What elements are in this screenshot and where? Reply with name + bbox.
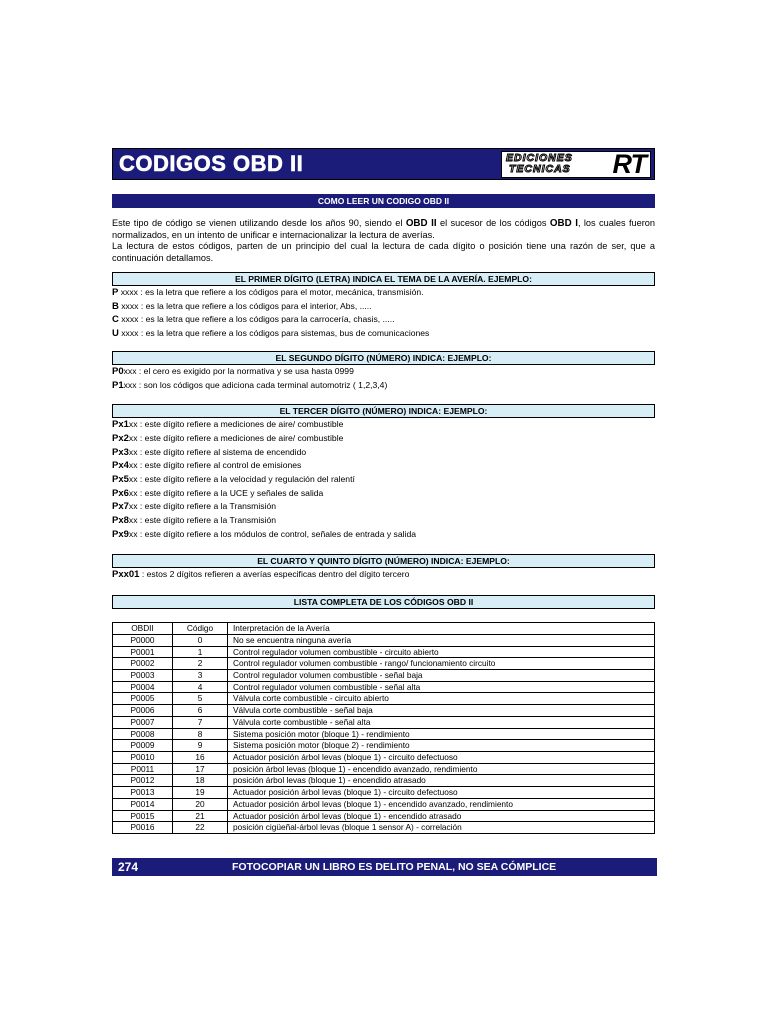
table-row bbox=[113, 751, 655, 763]
document-page bbox=[112, 148, 655, 834]
table-row bbox=[113, 658, 655, 670]
table-header-row bbox=[113, 623, 655, 635]
obd-code-cell: P0015 bbox=[113, 810, 173, 822]
obd-code-cell: P0014 bbox=[113, 798, 173, 810]
codes-table bbox=[112, 622, 655, 834]
digit-description: : estos 2 dígitos refieren a averías especificas dentro del dígito tercero bbox=[139, 568, 410, 579]
digit-code: P bbox=[112, 287, 119, 298]
intro-text-part: , los cuales fueron normalizados, en un intento de unificar e internacionalizar la lectura de averías. bbox=[112, 218, 656, 240]
intro-bold-term: OBD I bbox=[549, 218, 578, 229]
section-heading: EL CUARTO Y QUINTO DÍGITO (NÚMERO) INDICA: EJEMPLO: bbox=[112, 554, 655, 568]
intro-paragraph-1 bbox=[112, 218, 655, 241]
obd-code-cell: P0004 bbox=[113, 681, 173, 693]
code-number-cell: 9 bbox=[173, 740, 228, 752]
description-cell: posición árbol levas (bloque 1) - encendido avanzado, rendimiento bbox=[228, 763, 655, 775]
digit-code: Px8 bbox=[112, 515, 129, 527]
digit-description: xx : este dígito refiere a la Transmisión bbox=[128, 501, 277, 512]
obd-code-cell: P0013 bbox=[113, 787, 173, 799]
digit-description: xxxx : es la letra que refiere a los códigos para el motor, mecánica, transmisión. bbox=[118, 287, 424, 297]
obd-code-cell: P0007 bbox=[113, 716, 173, 728]
code-number-cell: 2 bbox=[173, 658, 228, 670]
logo-mark: RT bbox=[612, 149, 646, 179]
list-title: LISTA COMPLETA DE LOS CÓDIGOS OBD II bbox=[112, 595, 655, 609]
digit-description: xx : este dígito refiere a la velocidad y regulación del ralentí bbox=[128, 474, 355, 485]
logo-line-1: EDICIONES bbox=[506, 152, 573, 164]
obd-code-cell: P0009 bbox=[113, 740, 173, 752]
code-number-cell: 21 bbox=[173, 810, 228, 822]
code-number-cell: 22 bbox=[173, 822, 228, 834]
column-header: OBDII bbox=[113, 623, 173, 635]
digit-description: xxx : el cero es exigido por la normativa y se usa hasta 0999 bbox=[123, 365, 354, 376]
digit-description: xxx : son los códigos que adiciona cada terminal automotriz ( 1,2,3,4) bbox=[123, 379, 388, 390]
column-header: Código bbox=[173, 623, 228, 635]
section-line bbox=[112, 446, 655, 460]
description-cell: Sistema posición motor (bloque 2) - rendimiento bbox=[228, 740, 655, 752]
obd-code-cell: P0012 bbox=[113, 775, 173, 787]
digit-sections bbox=[112, 272, 655, 581]
description-cell: Actuador posición árbol levas (bloque 1) - circuito defectuoso bbox=[228, 751, 655, 763]
logo-line-2: TECNICAS bbox=[509, 163, 571, 175]
table-row bbox=[113, 716, 655, 728]
section-line bbox=[112, 313, 655, 327]
description-cell: Control regulador volumen combustible - señal alta bbox=[228, 681, 655, 693]
description-cell: No se encuentra ninguna avería bbox=[228, 634, 655, 646]
intro-paragraph-2: La lectura de estos códigos, parten de un principio del cual la lectura de cada dígito o posición tiene una razón de ser, que a continuación detallamos. bbox=[112, 241, 655, 263]
section-line bbox=[112, 286, 655, 300]
obd-code-cell: P0003 bbox=[113, 670, 173, 682]
description-cell: Sistema posición motor (bloque 1) - rendimiento bbox=[228, 728, 655, 740]
table-row bbox=[113, 646, 655, 658]
section-line bbox=[112, 418, 655, 432]
section-line bbox=[112, 459, 655, 473]
digit-code: Pxx01 bbox=[112, 568, 140, 580]
obd-code-cell: P0010 bbox=[113, 751, 173, 763]
section-heading: EL TERCER DÍGITO (NÚMERO) INDICA: EJEMPLO: bbox=[112, 404, 655, 418]
description-cell: Actuador posición árbol levas (bloque 1) - encendido avanzado, rendimiento bbox=[228, 798, 655, 810]
intro-text-part: el sucesor de los códigos bbox=[436, 218, 550, 228]
digit-code: Px9 bbox=[112, 528, 129, 540]
page-title: CODIGOS OBD II bbox=[119, 151, 304, 176]
description-cell: Válvula corte combustible - señal alta bbox=[228, 716, 655, 728]
section-line bbox=[112, 300, 655, 314]
digit-code: Px2 bbox=[112, 432, 129, 444]
digit-description: xx : este dígito refiere al control de emisiones bbox=[128, 460, 302, 471]
table-row bbox=[113, 740, 655, 752]
table-row bbox=[113, 670, 655, 682]
table-row bbox=[113, 787, 655, 799]
digit-code: P0 bbox=[112, 365, 124, 377]
table-row bbox=[113, 822, 655, 834]
description-cell: Actuador posición árbol levas (bloque 1) - circuito defectuoso bbox=[228, 787, 655, 799]
obd-code-cell: P0000 bbox=[113, 634, 173, 646]
digit-code: B bbox=[112, 300, 119, 312]
section-heading: EL SEGUNDO DÍGITO (NÚMERO) INDICA: EJEMPLO: bbox=[112, 351, 655, 365]
table-row bbox=[113, 705, 655, 717]
code-number-cell: 6 bbox=[173, 705, 228, 717]
obd-code-cell: P0001 bbox=[113, 646, 173, 658]
obd-code-cell: P0016 bbox=[113, 822, 173, 834]
digit-code: C bbox=[112, 314, 119, 326]
page-header bbox=[112, 148, 655, 180]
digit-description: xx : este dígito refiere al sistema de encendido bbox=[128, 446, 307, 457]
code-number-cell: 19 bbox=[173, 787, 228, 799]
intro-bold-term: OBD II bbox=[405, 218, 437, 229]
section-line bbox=[112, 473, 655, 487]
intro-text-part: Este tipo de código se vienen utilizando desde los años 90, siendo el bbox=[112, 218, 406, 228]
section-line bbox=[112, 379, 655, 393]
obd-code-cell: P0006 bbox=[113, 705, 173, 717]
section-line bbox=[112, 568, 655, 582]
table-row bbox=[113, 693, 655, 705]
table-row bbox=[113, 681, 655, 693]
digit-description: xx : este dígito refiere a los módulos de control, señales de entrada y salida bbox=[128, 528, 417, 539]
digit-description: xxxx : es la letra que refiere a los códigos para la carrocería, chasis, ..... bbox=[118, 314, 395, 325]
section-line bbox=[112, 432, 655, 446]
section-line bbox=[112, 528, 655, 542]
obd-code-cell: P0005 bbox=[113, 693, 173, 705]
code-number-cell: 0 bbox=[173, 634, 228, 646]
digit-description: xx : este dígito refiere a la UCE y señales de salida bbox=[128, 487, 324, 498]
code-number-cell: 4 bbox=[173, 681, 228, 693]
digit-description: xx : este dígito refiere a mediciones de aire/ combustible bbox=[128, 432, 344, 443]
code-number-cell: 17 bbox=[173, 763, 228, 775]
intro-heading: COMO LEER UN CODIGO OBD II bbox=[112, 194, 655, 208]
code-number-cell: 8 bbox=[173, 728, 228, 740]
code-number-cell: 1 bbox=[173, 646, 228, 658]
digit-code: Px6 bbox=[112, 487, 129, 499]
obd-code-cell: P0008 bbox=[113, 728, 173, 740]
table-row bbox=[113, 728, 655, 740]
page-number: 274 bbox=[118, 860, 139, 874]
code-number-cell: 3 bbox=[173, 670, 228, 682]
digit-description: xxxx : es la letra que refiere a los códigos para el interior, Abs, ..... bbox=[118, 300, 372, 311]
table-row bbox=[113, 775, 655, 787]
footer-notice: FOTOCOPIAR UN LIBRO ES DELITO PENAL, NO SEA CÓMPLICE bbox=[232, 861, 557, 873]
section-line bbox=[112, 327, 655, 341]
section-line bbox=[112, 500, 655, 514]
description-cell: posición árbol levas (bloque 1) - encendido atrasado bbox=[228, 775, 655, 787]
code-number-cell: 5 bbox=[173, 693, 228, 705]
description-cell: Válvula corte combustible - circuito abierto bbox=[228, 693, 655, 705]
digit-description: xx : este dígito refiere a la Transmisión bbox=[128, 515, 277, 526]
intro-text bbox=[112, 218, 655, 264]
column-header: Interpretación de la Avería bbox=[228, 623, 655, 635]
digit-code: Px1 bbox=[112, 419, 129, 431]
description-cell: Válvula corte combustible - señal baja bbox=[228, 705, 655, 717]
description-cell: posición cigüeñal-árbol levas (bloque 1 sensor A) - correlación bbox=[228, 822, 655, 834]
code-number-cell: 7 bbox=[173, 716, 228, 728]
digit-code: Px4 bbox=[112, 460, 129, 472]
section-heading: EL PRIMER DÍGITO (LETRA) INDICA EL TEMA DE LA AVERÍA. EJEMPLO: bbox=[112, 272, 655, 286]
digit-code: U bbox=[112, 328, 119, 340]
description-cell: Control regulador volumen combustible - rango/ funcionamiento circuito bbox=[228, 658, 655, 670]
table-row bbox=[113, 798, 655, 810]
code-number-cell: 16 bbox=[173, 751, 228, 763]
obd-code-cell: P0011 bbox=[113, 763, 173, 775]
description-cell: Control regulador volumen combustible - circuito abierto bbox=[228, 646, 655, 658]
digit-code: P1 bbox=[112, 379, 124, 391]
section-line bbox=[112, 514, 655, 528]
publisher-logo bbox=[501, 151, 651, 178]
section-line bbox=[112, 487, 655, 501]
section-line bbox=[112, 365, 655, 379]
digit-description: xxxx : es la letra que refiere a los códigos para sistemas, bus de comunicaciones bbox=[118, 328, 430, 339]
table-row bbox=[113, 763, 655, 775]
code-number-cell: 18 bbox=[173, 775, 228, 787]
page-footer bbox=[112, 858, 657, 876]
digit-description: xx : este dígito refiere a mediciones de aire/ combustible bbox=[128, 419, 344, 430]
digit-code: Px3 bbox=[112, 446, 129, 458]
table-row bbox=[113, 810, 655, 822]
digit-code: Px5 bbox=[112, 474, 129, 486]
table-row bbox=[113, 634, 655, 646]
description-cell: Control regulador volumen combustible - señal baja bbox=[228, 670, 655, 682]
obd-code-cell: P0002 bbox=[113, 658, 173, 670]
digit-code: Px7 bbox=[112, 501, 129, 513]
description-cell: Actuador posición árbol levas (bloque 1) - encendido atrasado bbox=[228, 810, 655, 822]
code-number-cell: 20 bbox=[173, 798, 228, 810]
